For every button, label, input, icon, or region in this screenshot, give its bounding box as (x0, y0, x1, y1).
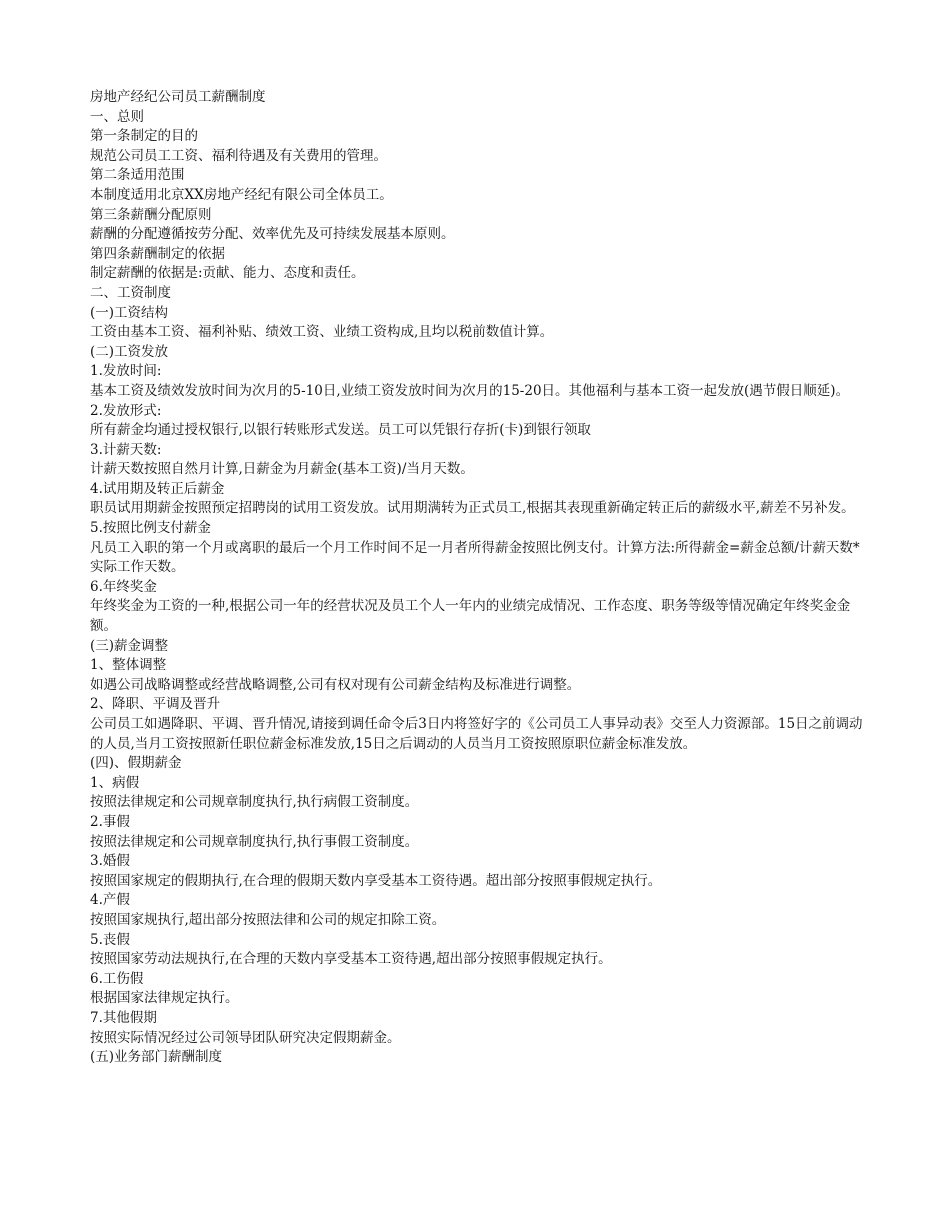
paragraph: 规范公司员工工资、福利待遇及有关费用的管理。 (90, 147, 387, 164)
section-heading: 一、总则 (90, 108, 144, 125)
subsection-heading: (四)、假期薪金 (90, 755, 182, 772)
item-heading: 1、病假 (90, 774, 140, 791)
paragraph: 按照法律规定和公司规章制度执行,执行事假工资制度。 (90, 833, 419, 850)
item-heading: 6.工伤假 (90, 970, 144, 987)
item-heading: 2.事假 (90, 813, 130, 830)
paragraph: 计薪天数按照自然月计算,日薪金为月薪金(基本工资)/当月天数。 (90, 461, 474, 478)
paragraph: 公司员工如遇降职、平调、晋升情况,请接到调任命令后3日内将签好字的《公司员工人事异动表》交至人力资源部。15日之前调动的人员,当月工资按照新任职位薪金标准发放,15日之后调动的人员当月工资按照原职位薪金标准发放。 (90, 716, 863, 752)
article-heading: 第四条薪酬制定的依据 (90, 245, 225, 262)
item-heading: 6.年终奖金 (90, 578, 157, 595)
item-heading: 7.其他假期 (90, 1009, 157, 1026)
paragraph: 工资由基本工资、福利补贴、绩效工资、业绩工资构成,且均以税前数值计算。 (90, 324, 554, 341)
paragraph: 按照实际情况经过公司领导团队研究决定假期薪金。 (90, 1029, 401, 1046)
paragraph: 按照国家规执行,超出部分按照法律和公司的规定扣除工资。 (90, 911, 446, 928)
paragraph: 本制度适用北京XX房地产经纪有限公司全体员工。 (90, 186, 393, 203)
subsection-heading: (一)工资结构 (90, 304, 169, 321)
paragraph: 按照国家规定的假期执行,在合理的假期天数内享受基本工资待遇。超出部分按照事假规定执行。 (90, 872, 662, 889)
item-heading: 4.产假 (90, 892, 130, 909)
item-heading: 1、整体调整 (90, 657, 167, 674)
item-heading: 2、降职、平调及晋升 (90, 696, 221, 713)
item-heading: 1.发放时间: (90, 363, 162, 380)
paragraph: 基本工资及绩效发放时间为次月的5-10日,业绩工资发放时间为次月的15-20日。其他福利与基本工资一起发放(遇节假日顺延)。 (90, 382, 850, 399)
subsection-heading: (二)工资发放 (90, 343, 169, 360)
item-heading: 3.婚假 (90, 853, 130, 870)
subsection-heading: (三)薪金调整 (90, 637, 169, 654)
paragraph: 根据国家法律规定执行。 (90, 990, 239, 1007)
document-title: 房地产经纪公司员工薪酬制度 (90, 89, 266, 105)
item-heading: 4.试用期及转正后薪金 (90, 480, 225, 497)
paragraph: 凡员工入职的第一个月或离职的最后一个月工作时间不足一月者所得薪金按照比例支付。计算方法:所得薪金=薪金总额/计薪天数*实际工作天数。 (90, 539, 860, 576)
paragraph: 如遇公司战略调整或经营战略调整,公司有权对现有公司薪金结构及标准进行调整。 (90, 676, 581, 693)
article-heading: 第一条制定的目的 (90, 128, 198, 145)
item-heading: 5.丧假 (90, 931, 130, 948)
paragraph: 所有薪金均通过授权银行,以银行转账形式发送。员工可以凭银行存折(卡)到银行领取 (90, 422, 591, 439)
item-heading: 3.计薪天数: (90, 441, 162, 458)
section-heading: 二、工资制度 (90, 284, 171, 301)
paragraph: 制定薪酬的依据是:贡献、能力、态度和责任。 (90, 265, 365, 282)
item-heading: 5.按照比例支付薪金 (90, 520, 211, 537)
article-heading: 第二条适用范围 (90, 167, 185, 184)
paragraph: 按照国家劳动法规执行,在合理的天数内享受基本工资待遇,超出部分按照事假规定执行。 (90, 951, 612, 968)
paragraph: 按照法律规定和公司规章制度执行,执行病假工资制度。 (90, 794, 419, 811)
item-heading: 2.发放形式: (90, 402, 162, 419)
document-body (90, 88, 870, 1068)
paragraph: 年终奖金为工资的一种,根据公司一年的经营状况及员工个人一年内的业绩完成情况、工作态度、职务等级等情况确定年终奖金金额。 (90, 598, 851, 635)
paragraph: 职员试用期薪金按照预定招聘岗的试用工资发放。试用期满转为正式员工,根据其表现重新确定转正后的薪级水平,薪差不另补发。 (90, 500, 855, 517)
subsection-heading: (五)业务部门薪酬制度 (90, 1049, 223, 1066)
paragraph: 薪酬的分配遵循按劳分配、效率优先及可持续发展基本原则。 (90, 226, 455, 243)
article-heading: 第三条薪酬分配原则 (90, 206, 212, 223)
